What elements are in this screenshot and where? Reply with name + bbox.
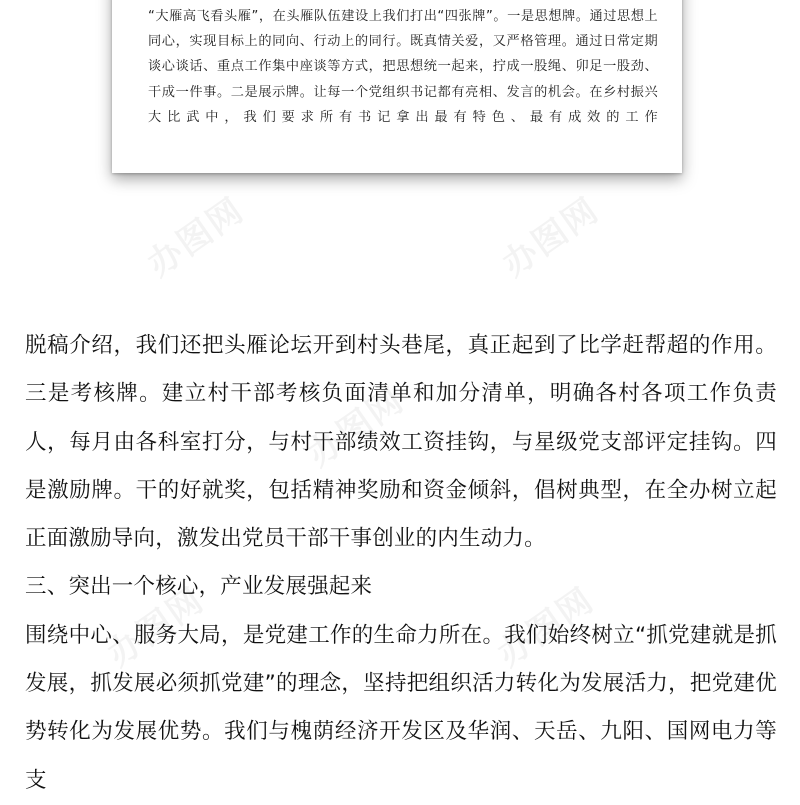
watermark: 办图网 (140, 190, 252, 285)
document-body (25, 322, 777, 805)
section-heading: 三、突出一个核心，产业发展强起来 (25, 574, 373, 600)
watermark: 办图网 (490, 580, 602, 675)
body-paragraph: 围绕中心、服务大局，是党建工作的生命力所在。我们始终树立“抓党建就是抓发展，抓发展必须抓党建”的理念，坚持把组织活力转化为发展活力，把党建优势转化为发展优势。我们与槐荫经济开发区及华润、天岳、九阳、国网电力等支 (25, 622, 777, 793)
body-paragraph: 脱稿介绍，我们还把头雁论坛开到村头巷尾，真正起到了比学赶帮超的作用。三是考核牌。建立村干部考核负面清单和加分清单，明确各村各项工作负责人，每月由各科室打分，与村干部绩效工资挂钩，与星级党支部评定挂钩。四是激励牌。干的好就奖，包括精神奖励和资金倾斜，倡树典型，在全办树立起正面激励导向，激发出党员干部干事创业的内生动力。 (25, 333, 777, 552)
document-preview-card (112, 0, 682, 173)
preview-paragraph: “大雁高飞看头雁”，在头雁队伍建设上我们打出“四张牌”。一是思想牌。通过思想上同心，实现目标上的同向、行动上的同行。既真情关爱，又严格管理。通过日常定期谈心谈话、重点工作集中座谈等方式，把思想统一起来，拧成一股绳、卯足一股劲、干成一件事。二是展示牌。让每一个党组织书记都有亮相、发言的机会。在乡村振兴大比武中，我们要求所有书记拿出最有特色、最有成效的工作 (148, 9, 658, 125)
watermark: 办图网 (300, 380, 412, 475)
watermark: 办图网 (100, 580, 212, 675)
watermark: 办图网 (495, 190, 607, 285)
